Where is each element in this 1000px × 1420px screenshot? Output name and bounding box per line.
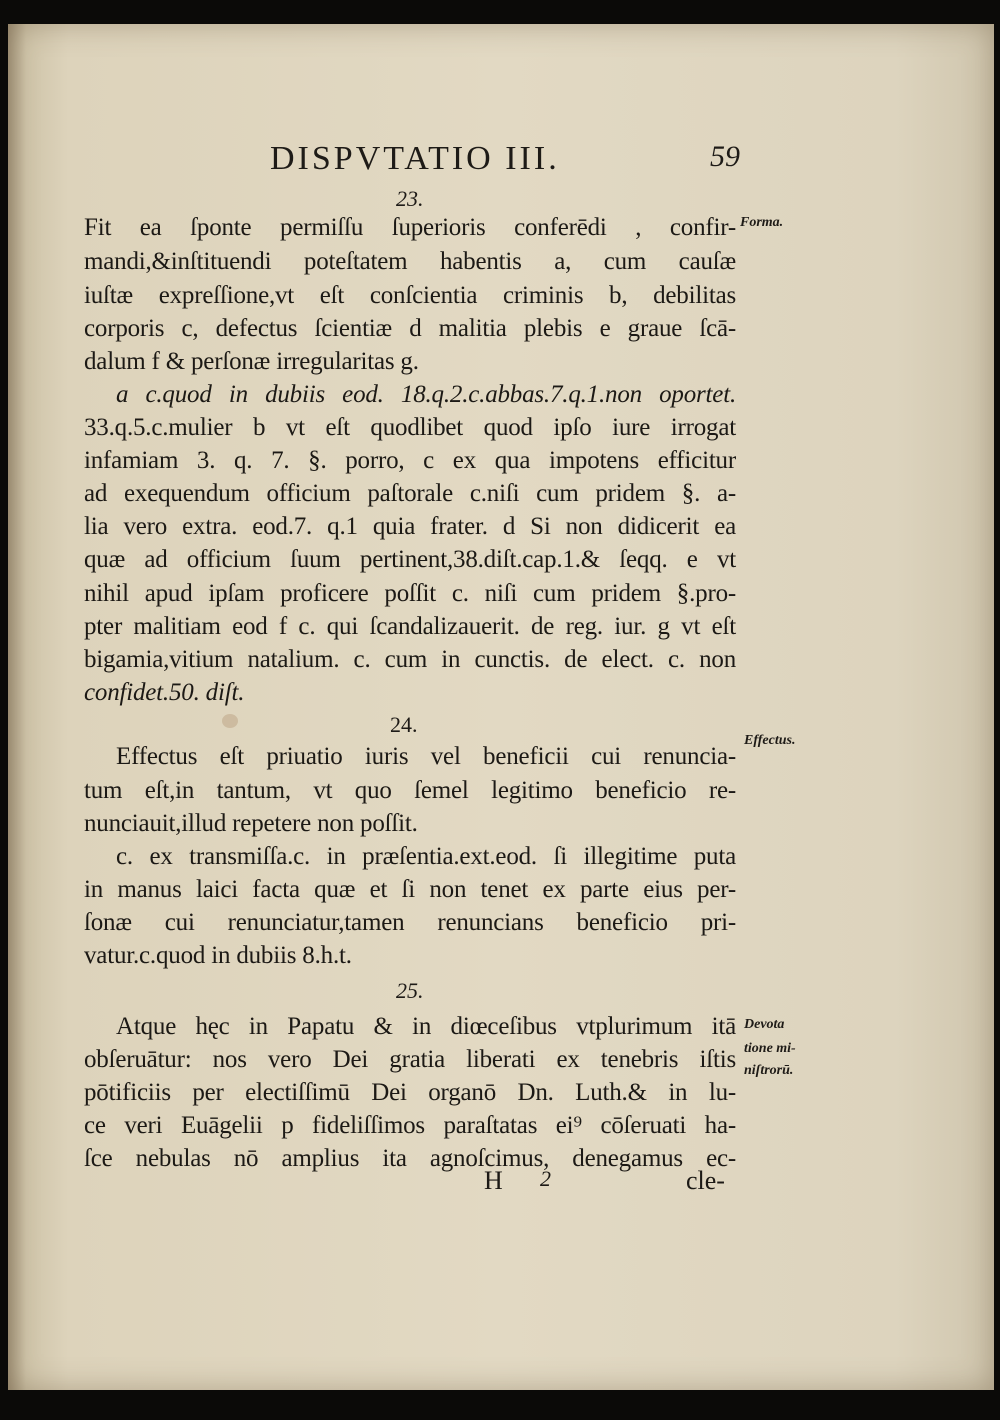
text-line: Fit ea ſponte permiſſu ſuperioris conferēdi , confir- — [84, 214, 736, 241]
note-line: vatur.c.quod in dubiis 8.h.t. — [84, 942, 352, 969]
note-line: pter malitiam eod f c. qui ſcandalizauerit. de reg. iur. g vt eſt — [84, 613, 736, 640]
note-line: ſonæ cui renunciatur,tamen renuncians beneficio pri- — [84, 909, 736, 936]
text-line: nunciauit,illud repetere non poſſit. — [84, 810, 418, 837]
text-line: corporis c, defectus ſcientiæ d malitia plebis e graue ſcā- — [84, 315, 736, 342]
text-line: Effectus eſt priuatio iuris vel beneficii cui renuncia- — [116, 743, 736, 770]
note-line: bigamia,vitium natalium. c. cum in cunctis. de elect. c. non — [84, 646, 736, 673]
section-number: 23. — [396, 186, 424, 211]
marginal-note-devotione: tione mi- — [744, 1041, 796, 1056]
text-line: tum eſt,in tantum, vt quo ſemel legitimo beneficio re- — [84, 777, 736, 804]
text-line: obſeruātur: nos vero Dei gratia liberati ex tenebris iſtis — [84, 1046, 736, 1073]
marginal-note-effectus: Effectus. — [744, 733, 796, 748]
section-number: 24. — [390, 712, 418, 737]
signature-mark: H — [484, 1166, 503, 1195]
text-line: dalum f & perſonæ irregularitas g. — [84, 348, 419, 375]
note-line: quæ ad officium ſuum pertinent,38.diſt.cap.1.& ſeqq. e vt — [84, 546, 736, 573]
signature-number: 2 — [540, 1166, 551, 1191]
page-number: 59 — [710, 140, 740, 173]
marginal-note-forma: Forma. — [740, 215, 784, 230]
text-line: mandi,&inſtituendi poteſtatem habentis a, cum cauſæ — [84, 248, 736, 275]
note-line: infamiam 3. q. 7. §. porro, c ex qua impotens efficitur — [84, 447, 736, 474]
text-line: ſce nebulas nō amplius ita agnoſcimus, denegamus ec- — [84, 1145, 736, 1172]
marginal-note-devotione: niſtrorū. — [744, 1063, 794, 1078]
catchword: cle- — [686, 1166, 725, 1195]
note-line: nihil apud ipſam proficere poſſit c. niſi cum pridem §.pro- — [84, 580, 736, 607]
note-line: lia vero extra. eod.7. q.1 quia frater. d Si non didicerit ea — [84, 513, 736, 540]
note-line: ad exequendum officium paſtorale c.niſi cum pridem §. a- — [84, 480, 736, 507]
note-line: a c.quod in dubiis eod. 18.q.2.c.abbas.7.q.1.non oportet. — [116, 381, 736, 408]
page-stain — [222, 714, 238, 728]
marginal-note-devotione: Devota — [744, 1017, 785, 1032]
text-line: Atque hęc in Papatu & in diœceſibus vtplurimum itā — [116, 1013, 736, 1040]
text-line: iuſtæ expreſſione,vt eſt conſcientia criminis b, debilitas — [84, 282, 736, 309]
note-line: confidet.50. diſt. — [84, 679, 245, 706]
section-number: 25. — [396, 978, 424, 1003]
note-line: in manus laici facta quæ et ſi non tenet ex parte eius per- — [84, 876, 736, 903]
page-title: DISPVTATIO III. — [270, 140, 560, 177]
running-header — [270, 140, 740, 178]
note-line: 33.q.5.c.mulier b vt eſt quodlibet quod ipſo iure irrogat — [84, 414, 736, 441]
note-line: c. ex transmiſſa.c. in præſentia.ext.eod. ſi illegitime puta — [116, 843, 736, 870]
text-line: ce veri Euāgelii p fideliſſimos paraſtatas ei⁹ cōſeruati ha- — [84, 1112, 736, 1139]
text-line: pōtificiis per electiſſimū Dei organō Dn. Luth.& in lu- — [84, 1079, 736, 1106]
